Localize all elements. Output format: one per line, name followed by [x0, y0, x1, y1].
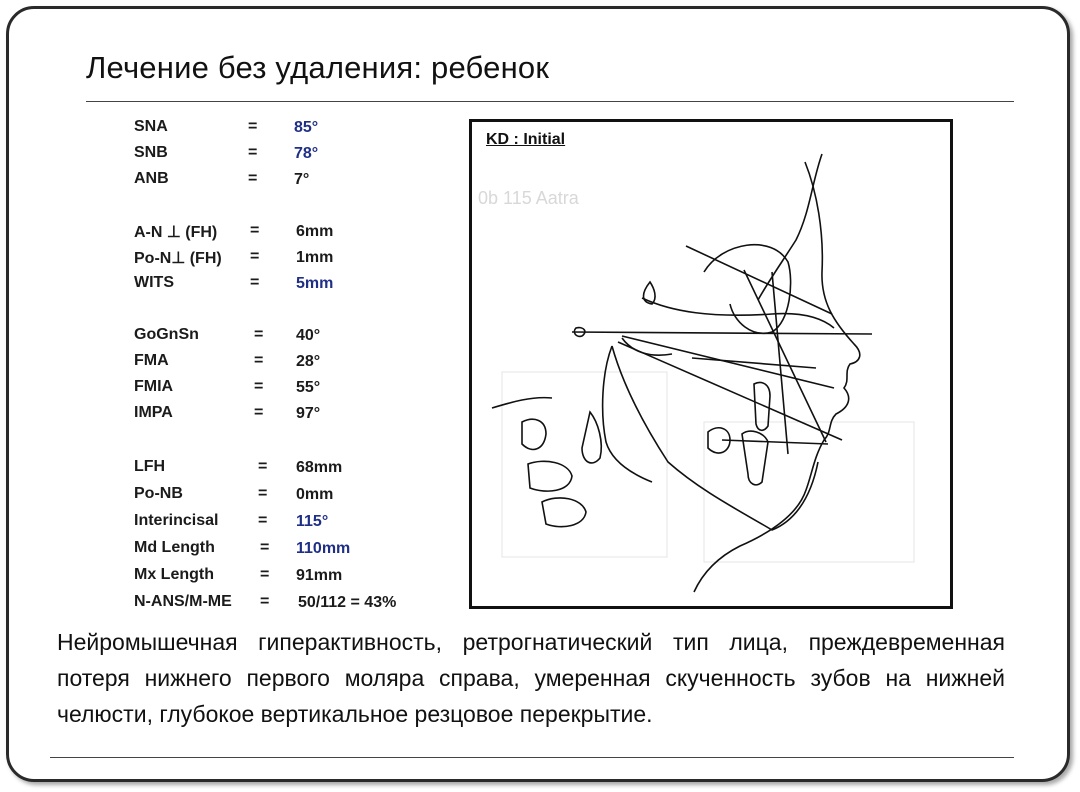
measurement-value: 97° — [296, 405, 321, 422]
title-divider — [86, 101, 1014, 102]
measurement-eq: = — [248, 170, 258, 187]
measurement-value: 78° — [294, 145, 319, 162]
measurement-row — [134, 170, 434, 190]
measurement-eq: = — [248, 144, 258, 161]
measurement-row — [134, 378, 434, 398]
measurement-row — [134, 512, 434, 532]
measurement-row — [134, 593, 434, 613]
measurement-value: 91mm — [296, 567, 343, 584]
measurement-eq: = — [260, 566, 270, 583]
measurement-label: Po-N⊥ (FH) — [134, 250, 222, 267]
measurement-row — [134, 326, 434, 346]
measurement-eq: = — [250, 222, 260, 239]
tracing-ghost-text: 0b 115 Aatra — [478, 188, 579, 208]
measurement-eq: = — [250, 248, 260, 265]
measurement-row — [134, 248, 434, 268]
measurement-eq: = — [260, 539, 270, 556]
measurement-value: 85° — [294, 119, 319, 136]
measurement-label: Md Length — [134, 539, 215, 556]
measurement-value: 68mm — [296, 459, 343, 476]
footer-divider — [50, 757, 1014, 758]
slide-title: Лечение без удаления: ребенок — [86, 50, 550, 85]
measurement-label: FMIA — [134, 378, 174, 395]
case-description: Нейромышечная гиперактивность, ретрогнатический тип лица, преждевременная потеря нижнего первого моляра справа, умеренная скученность зубов на нижней челюсти, глубокое вертикальное резцовое перекрытие. — [57, 629, 1005, 727]
measurement-value: 40° — [296, 327, 321, 344]
measurement-value: 5mm — [296, 275, 334, 292]
measurement-label: WITS — [134, 274, 174, 291]
measurement-label: Mx Length — [134, 566, 214, 583]
measurement-label: ANB — [134, 170, 169, 187]
measurement-row — [134, 352, 434, 372]
measurement-eq: = — [258, 485, 268, 502]
measurement-eq: = — [254, 326, 264, 343]
measurement-list — [134, 118, 434, 618]
measurement-row — [134, 144, 434, 164]
measurement-value: 7° — [294, 171, 310, 188]
measurement-row — [134, 566, 434, 586]
measurement-row — [134, 222, 434, 242]
measurement-value: 28° — [296, 353, 321, 370]
measurement-eq: = — [248, 118, 258, 135]
measurement-row — [134, 404, 434, 424]
measurement-eq: = — [250, 274, 260, 291]
measurement-label: IMPA — [134, 404, 173, 421]
measurement-label: A-N ⊥ (FH) — [134, 224, 218, 241]
measurement-eq: = — [260, 593, 270, 610]
measurement-value: 0mm — [296, 486, 334, 503]
measurement-label: Po-NB — [134, 485, 183, 502]
measurement-row — [134, 274, 434, 294]
measurement-row — [134, 458, 434, 478]
measurement-label: LFH — [134, 458, 166, 475]
measurement-row — [134, 485, 434, 505]
measurement-eq: = — [258, 512, 268, 529]
measurement-label: FMA — [134, 352, 169, 369]
measurement-value: 110mm — [296, 540, 351, 557]
measurement-value: 55° — [296, 379, 321, 396]
measurement-value: 1mm — [296, 249, 334, 266]
measurement-row — [134, 539, 434, 559]
measurement-eq: = — [254, 352, 264, 369]
measurement-label: SNB — [134, 144, 168, 161]
measurement-row — [134, 118, 434, 138]
measurement-value: 6mm — [296, 223, 334, 240]
measurement-label: N-ANS/M-ME — [134, 593, 232, 610]
measurement-value: 50/112 = 43% — [298, 594, 397, 611]
measurement-label: Interincisal — [134, 512, 219, 529]
tracing-label: KD : Initial — [486, 131, 566, 148]
measurement-eq: = — [254, 404, 264, 421]
measurement-label: SNA — [134, 118, 168, 135]
measurement-eq: = — [258, 458, 268, 475]
measurement-value: 115° — [296, 513, 329, 530]
measurement-label: GoGnSn — [134, 326, 199, 343]
measurement-eq: = — [254, 378, 264, 395]
